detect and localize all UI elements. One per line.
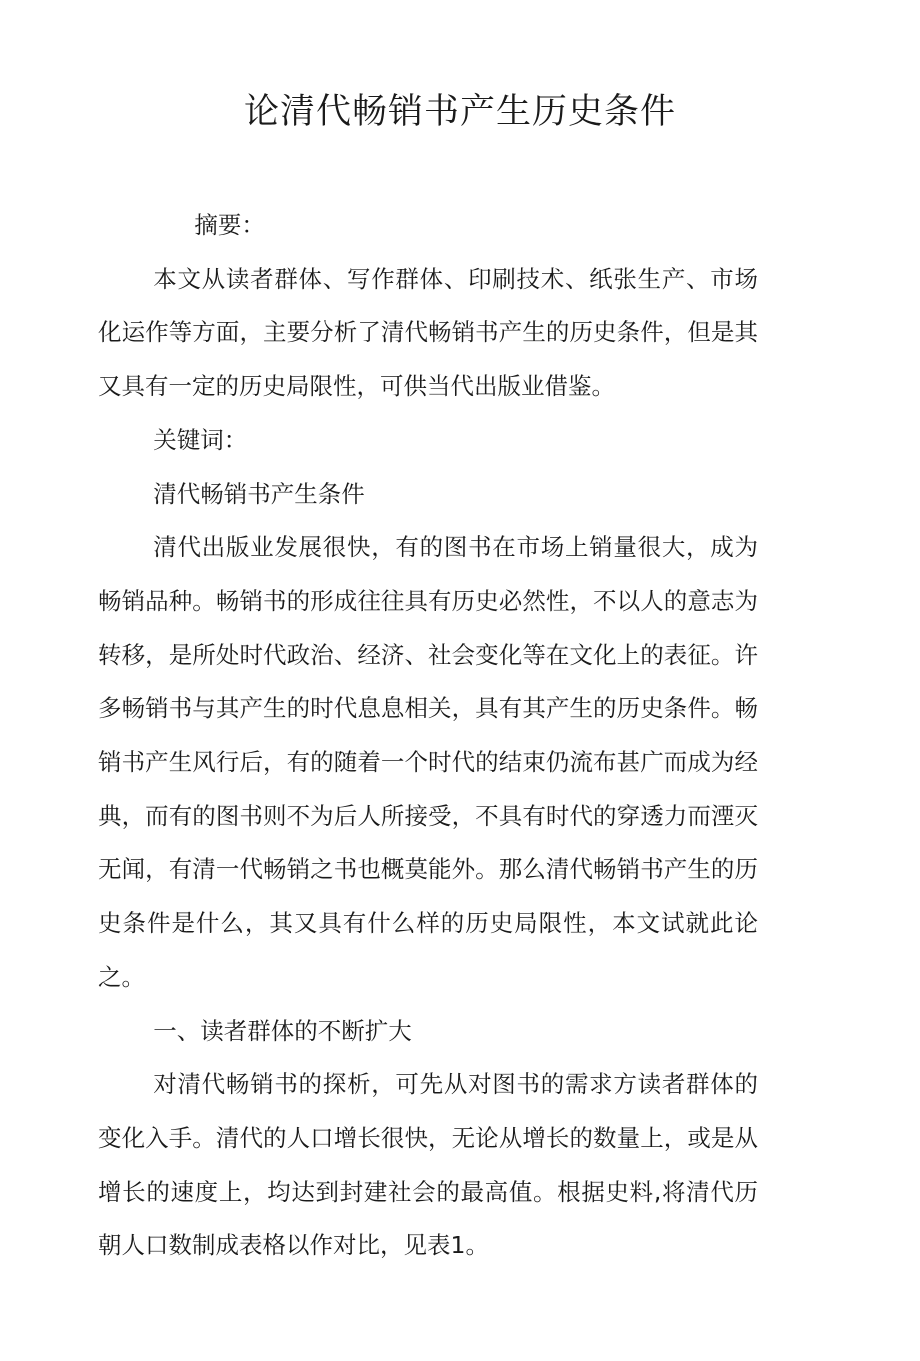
keywords-paragraph: 清代畅销书产生条件 bbox=[153, 479, 365, 508]
section-paragraph: 对清代畅销书的探析，可先从对图书的需求方读者群体的变化入手。清代的人口增长很快，无论从增长的数量上，或是从增长的速度上，均达到封建社会的最高值。根据史料,将清代历朝人口数制成表格以作对比，见表1。 bbox=[98, 1070, 758, 1260]
intro-paragraph: 清代出版业发展很快，有的图书在市场上销量很大，成为畅销品种。畅销书的形成往往具有历史必然性，不以人的意志为转移，是所处时代政治、经济、社会变化等在文化上的表征。许多畅销书与其产生的时代息息相关，具有其产生的历史条件。畅销书产生风行后，有的随着一个时代的结束仍流布甚广而成为经典，而有的图书则不为后人所接受，不具有时代的穿透力而湮灭无闻，有清一代畅销之书也概莫能外。那么清代畅销书产生的历史条件是什么，其又具有什么样的历史局限性，本文试就此论之。 bbox=[98, 533, 758, 991]
document-body bbox=[98, 199, 758, 1273]
document-title: 论清代畅销书产生历史条件 bbox=[243, 92, 676, 132]
keywords-label: 关键词： bbox=[153, 425, 248, 454]
section-heading: 一、读者群体的不断扩大 bbox=[153, 1016, 412, 1045]
abstract-label: 摘要： bbox=[194, 211, 265, 239]
abstract-paragraph: 本文从读者群体、写作群体、印刷技术、纸张生产、市场化运作等方面，主要分析了清代畅销书产生的历史条件，但是其又具有一定的历史局限性，可供当代出版业借鉴。 bbox=[98, 264, 758, 401]
